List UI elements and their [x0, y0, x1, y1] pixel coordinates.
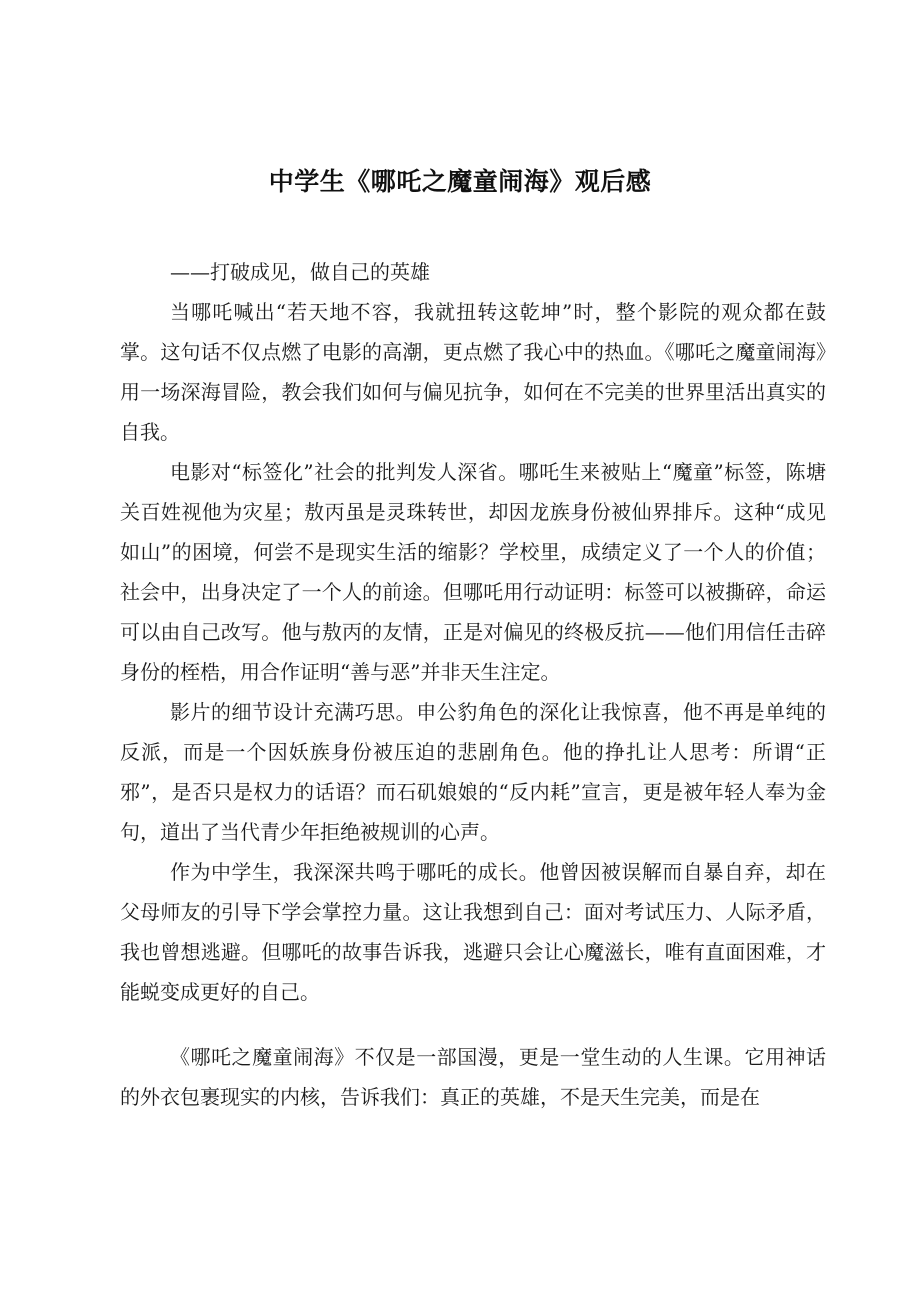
paragraph-4: 作为中学生，我深深共鸣于哪吒的成长。他曾因被误解而自暴自弃，却在父母师友的引导下学会掌控力量。这让我想到自己：面对考试压力、人际矛盾，我也曾想逃避。但哪吒的故事告诉我，逃避只会让心魔滋长，唯有直面困难，才能蜕变成更好的自己。	[120, 860, 826, 1004]
paragraph-2: 电影对“标签化”社会的批判发人深省。哪吒生来被贴上“魔童”标签，陈塘关百姓视他为灾星；敖丙虽是灵珠转世，却因龙族身份被仙界排斥。这种“成见如山”的困境，何尝不是现实生活的缩影？学校里，成绩定义了一个人的价值；社会中，出身决定了一个人的前途。但哪吒用行动证明：标签可以被撕碎，命运可以由自己改写。他与敖丙的友情，正是对偏见的终极反抗——他们用信任击碎身份的桎梏，用合作证明“善与恶”并非天生注定。	[120, 460, 826, 684]
paragraph-1: 当哪吒喊出“若天地不容，我就扭转这乾坤”时，整个影院的观众都在鼓掌。这句话不仅点燃了电影的高潮，更点燃了我心中的热血。《哪吒之魔童闹海》用一场深海冒险，教会我们如何与偏见抗争，如何在不完美的世界里活出真实的自我。	[120, 300, 826, 444]
document-subtitle: ——打破成见，做自己的英雄	[170, 260, 430, 284]
paragraph-3: 影片的细节设计充满巧思。申公豹角色的深化让我惊喜，他不再是单纯的反派，而是一个因妖族身份被压迫的悲剧角色。他的挣扎让人思考：所谓“正邪”，是否只是权力的话语？而石矶娘娘的“反内耗”宣言，更是被年轻人奉为金句，道出了当代青少年拒绝被规训的心声。	[120, 700, 826, 844]
paragraph-5: 《哪吒之魔童闹海》不仅是一部国漫，更是一堂生动的人生课。它用神话的外衣包裹现实的内核，告诉我们：真正的英雄，不是天生完美，而是在	[120, 1045, 826, 1109]
document-body	[120, 252, 826, 1117]
document-title: 中学生《哪吒之魔童闹海》观后感	[268, 167, 652, 196]
